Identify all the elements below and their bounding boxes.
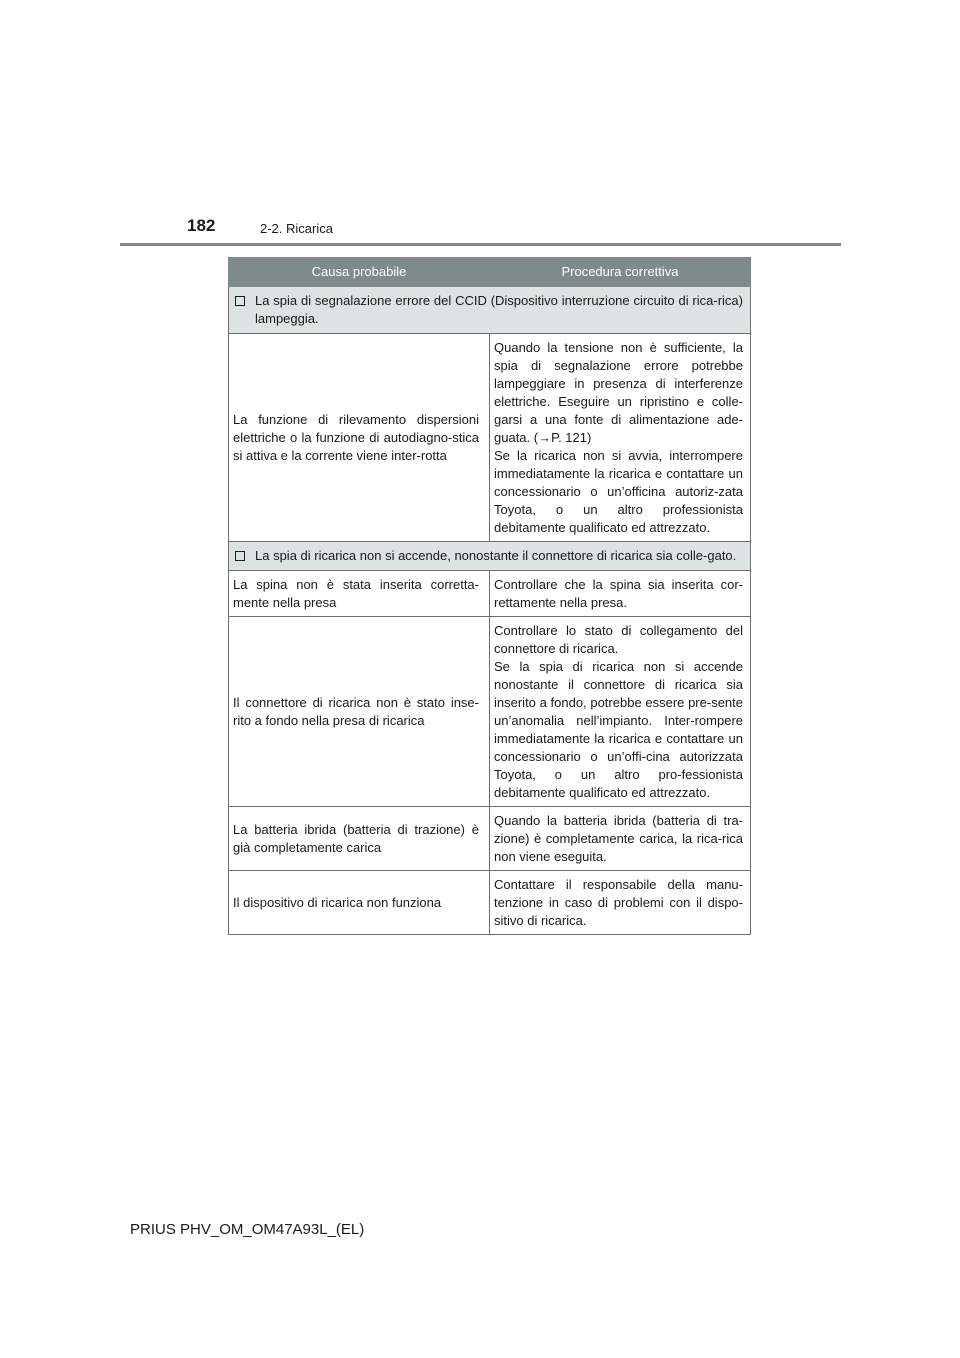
column-header-cause: Causa probabile <box>229 258 490 287</box>
group-row <box>229 287 751 334</box>
remedy-paragraph: Controllare che la spina sia inserita cor-rettamente nella presa. <box>494 577 743 610</box>
remedy-cell <box>490 617 751 807</box>
table-row <box>229 334 751 542</box>
remedy-paragraph: Se la spia di ricarica non si accende nonostante il connettore di ricarica sia inserito a fondo, potrebbe essere pre-sente un’anomalia nell’impianto. Inter-rompere immediatamente la ricarica e contattare un concessionario o un’offi-cina autorizzata Toyota, o un altro pro-fessionista debitamente qualificato ed attrezzato. <box>494 659 743 800</box>
group-title: La spia di ricarica non si accende, nonostante il connettore di ricarica sia colle-gato. <box>255 548 737 563</box>
group-cell <box>229 542 751 571</box>
troubleshooting-table <box>228 257 751 935</box>
table-row <box>229 571 751 617</box>
table-row <box>229 871 751 935</box>
table-row <box>229 807 751 871</box>
remedy-paragraph: Controllare lo stato di collegamento del connettore di ricarica. <box>494 623 743 656</box>
remedy-cell <box>490 807 751 871</box>
remedy-paragraph: Se la ricarica non si avvia, interrompere immediatamente la ricarica e contattare un concessionario o un’officina autoriz-zata Toyota, o un altro professionista debitamente qualificato ed attrezzato. <box>494 448 743 535</box>
remedy-cell <box>490 334 751 542</box>
remedy-cell <box>490 871 751 935</box>
column-header-remedy: Procedura correttiva <box>490 258 751 287</box>
cause-cell: La batteria ibrida (batteria di trazione) è già completamente carica <box>229 807 490 871</box>
table-header-row <box>229 258 751 287</box>
group-title: La spia di segnalazione errore del CCID (Dispositivo interruzione circuito di rica-rica) lampeggia. <box>255 293 743 326</box>
cause-cell: La spina non è stata inserita corretta-mente nella presa <box>229 571 490 617</box>
remedy-cell <box>490 571 751 617</box>
remedy-paragraph: Quando la tensione non è sufficiente, la spia di segnalazione errore potrebbe lampeggiare in presenza di interferenze elettriche. Eseguire un ripristino e colle-garsi a una fonte di alimentazione ade-guata. (→P. 121) <box>494 340 743 445</box>
group-cell <box>229 287 751 334</box>
remedy-paragraph: Quando la batteria ibrida (batteria di tra-zione) è completamente carica, la rica-rica non viene eseguita. <box>494 813 743 864</box>
cause-cell: La funzione di rilevamento dispersioni elettriche o la funzione di autodiagno-stica si attiva e la corrente viene inter-rotta <box>229 334 490 542</box>
table-row <box>229 617 751 807</box>
checkbox-bullet-icon <box>235 551 245 561</box>
document-code: PRIUS PHV_OM_OM47A93L_(EL) <box>130 1221 365 1238</box>
header-rule <box>120 243 841 246</box>
page-number: 182 <box>187 216 216 235</box>
remedy-paragraph: Contattare il responsabile della manu-tenzione in caso di problemi con il dispo-sitivo di ricarica. <box>494 877 743 928</box>
group-row <box>229 542 751 571</box>
cause-cell: Il dispositivo di ricarica non funziona <box>229 871 490 935</box>
section-title: 2-2. Ricarica <box>260 221 333 236</box>
checkbox-bullet-icon <box>235 296 245 306</box>
cause-cell: Il connettore di ricarica non è stato inse-rito a fondo nella presa di ricarica <box>229 617 490 807</box>
